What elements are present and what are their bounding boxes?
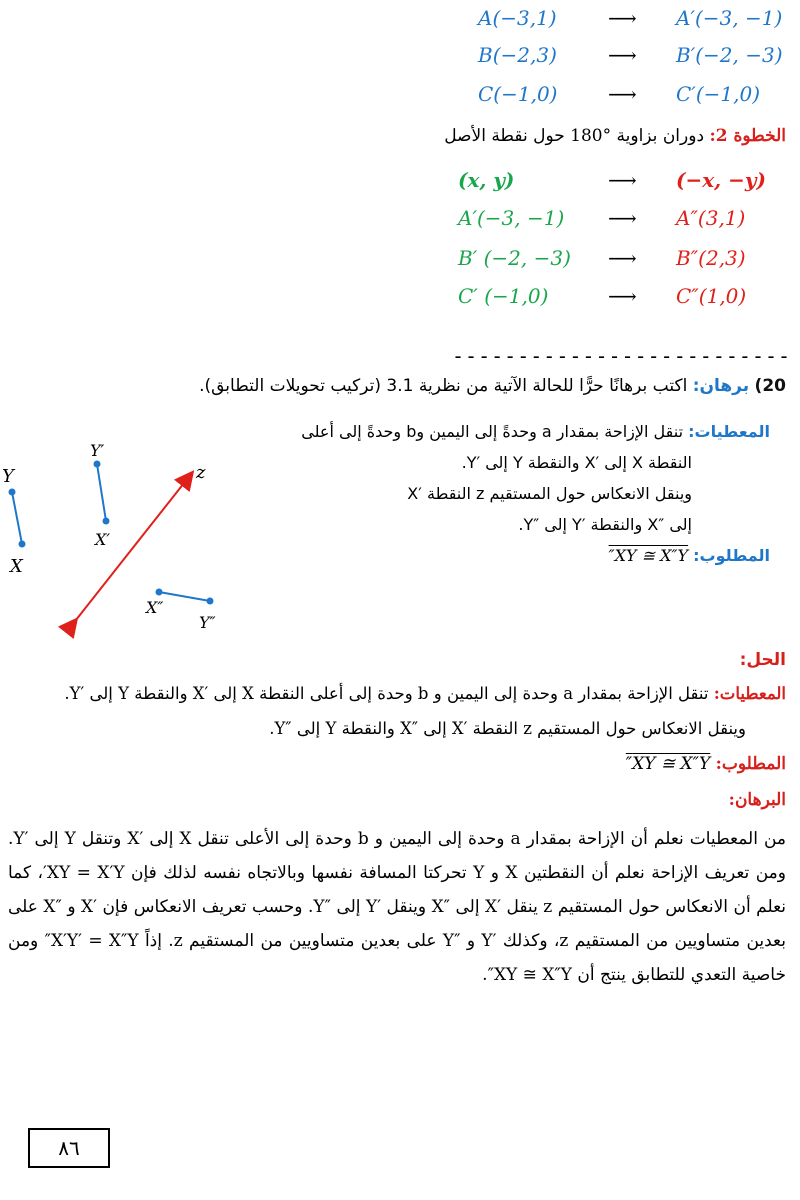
point-to: A″(3,1) bbox=[676, 206, 746, 230]
label-y-prime: Y′ bbox=[90, 441, 105, 460]
solution-title-text: الحل: bbox=[739, 650, 786, 670]
label-z: z bbox=[196, 462, 206, 483]
given-line: تنقل الإزاحة بمقدار a وحدةً إلى اليمين وb وحدةً إلى أعلى bbox=[301, 422, 684, 441]
step2-row-b bbox=[458, 246, 746, 270]
step1-row-c bbox=[478, 82, 761, 106]
problem-number: 20) bbox=[754, 376, 786, 396]
given-line: وينقل الانعكاس حول المستقيم z النقطة ′X bbox=[407, 484, 692, 503]
problem-given bbox=[301, 416, 770, 571]
proof-heading bbox=[729, 790, 786, 810]
arrow-icon: ⟶ bbox=[608, 43, 637, 67]
problem-title: برهان: bbox=[692, 376, 750, 396]
solution-given-line: تنقل الإزاحة بمقدار a وحدة إلى اليمين و b وحدة إلى أعلى النقطة X إلى ′X والنقطة Y إلى ′Y. bbox=[64, 684, 709, 703]
arrow-icon: ⟶ bbox=[608, 168, 637, 192]
label-x-prime: X′ bbox=[95, 530, 111, 549]
point-from: B′ (−2, −3) bbox=[458, 246, 571, 270]
point-to: C′(−1,0) bbox=[676, 82, 761, 106]
point-to: B″(2,3) bbox=[676, 246, 746, 270]
rule-to: (−x, −y) bbox=[676, 168, 766, 192]
arrow-icon: ⟶ bbox=[608, 246, 637, 270]
point-from: A′(−3, −1) bbox=[458, 206, 565, 230]
required-label: المطلوب: bbox=[693, 546, 770, 565]
label-x-double-prime: X″ bbox=[146, 598, 164, 617]
solution-given-label: المعطيات: bbox=[713, 684, 786, 703]
step1-row-a bbox=[478, 6, 783, 30]
proof-paragraph: من المعطيات نعلم أن الإزاحة بمقدار a وحدة إلى اليمين و b وحدة إلى الأعلى تنقل X إلى ′X وتنقل Y إلى ′Y. ومن تعريف الإزاحة نعلم أن النقطتين X و Y تحركتا المسافة نفسها وبالاتجاه نفسه لذلك فإن XY = X′Y′، كما نعلم أن الانعكاس حول المستقيم z ينقل ′X إلى ″X وينقل ′Y إلى ″Y. وحسب تعريف الانعكاس فإن ′X و ″X على بعدين متساويين من المستقيم z، وكذلك ′Y و ″Y على بعدين متساويين من المستقيم z. إذاً X′Y′ = X″Y″ ومن خاصية التعدي للتطابق ينتج أن XY ≅ X″Y″. bbox=[8, 829, 787, 985]
point-to: A′(−3, −1) bbox=[676, 6, 783, 30]
proof-label: البرهان: bbox=[728, 790, 786, 810]
solution-given-line: وينقل الانعكاس حول المستقيم z النقطة ′X إلى ″X والنقطة Y إلى ″Y. bbox=[269, 719, 746, 738]
arrow-icon: ⟶ bbox=[608, 284, 637, 308]
point-to: C″(1,0) bbox=[676, 284, 747, 308]
separator-line: -------------------------- bbox=[452, 344, 792, 368]
label-x: X bbox=[10, 556, 23, 577]
point-to: B′(−2, −3) bbox=[676, 43, 783, 67]
rule-from: (x, y) bbox=[458, 168, 515, 192]
page-number: ٨٦ bbox=[28, 1128, 110, 1168]
solution-required-label: المطلوب: bbox=[715, 754, 786, 774]
solution-title bbox=[740, 650, 786, 670]
arrow-icon: ⟶ bbox=[608, 82, 637, 106]
point-from: C′ (−1,0) bbox=[458, 284, 549, 308]
required-text: XY ≅ X″Y″ bbox=[608, 546, 689, 565]
step2-header-row bbox=[458, 168, 766, 192]
transformation-figure bbox=[0, 420, 290, 650]
point-from: B(−2,3) bbox=[478, 43, 557, 67]
step2-row-a bbox=[458, 206, 746, 230]
label-y-double-prime: Y″ bbox=[199, 613, 216, 632]
point-from: A(−3,1) bbox=[478, 6, 557, 30]
step2-text: دوران بزاوية °180 حول نقطة الأصل bbox=[444, 126, 705, 146]
given-line: النقطة X إلى ′X والنقطة Y إلى ′Y. bbox=[461, 453, 692, 472]
solution-given-2 bbox=[269, 719, 746, 738]
step2-heading bbox=[444, 126, 786, 146]
given-line: إلى ″X والنقطة ′Y إلى ″Y. bbox=[518, 515, 692, 534]
step2-row-c bbox=[458, 284, 747, 308]
problem-heading bbox=[199, 376, 786, 396]
solution-required bbox=[626, 754, 786, 774]
solution-required-text: XY ≅ X″Y″ bbox=[625, 754, 711, 774]
label-y: Y bbox=[2, 466, 14, 487]
solution-given-1 bbox=[64, 684, 786, 703]
arrow-icon: ⟶ bbox=[608, 206, 637, 230]
step2-label: الخطوة 2: bbox=[709, 126, 786, 146]
step1-row-b bbox=[478, 43, 783, 67]
point-from: C(−1,0) bbox=[478, 82, 558, 106]
arrow-icon: ⟶ bbox=[608, 6, 637, 30]
given-label: المعطيات: bbox=[688, 422, 770, 441]
problem-text: اكتب برهانًا حرًّا للحالة الآتية من نظرية 3.1 (تركيب تحويلات التطابق). bbox=[199, 376, 688, 396]
